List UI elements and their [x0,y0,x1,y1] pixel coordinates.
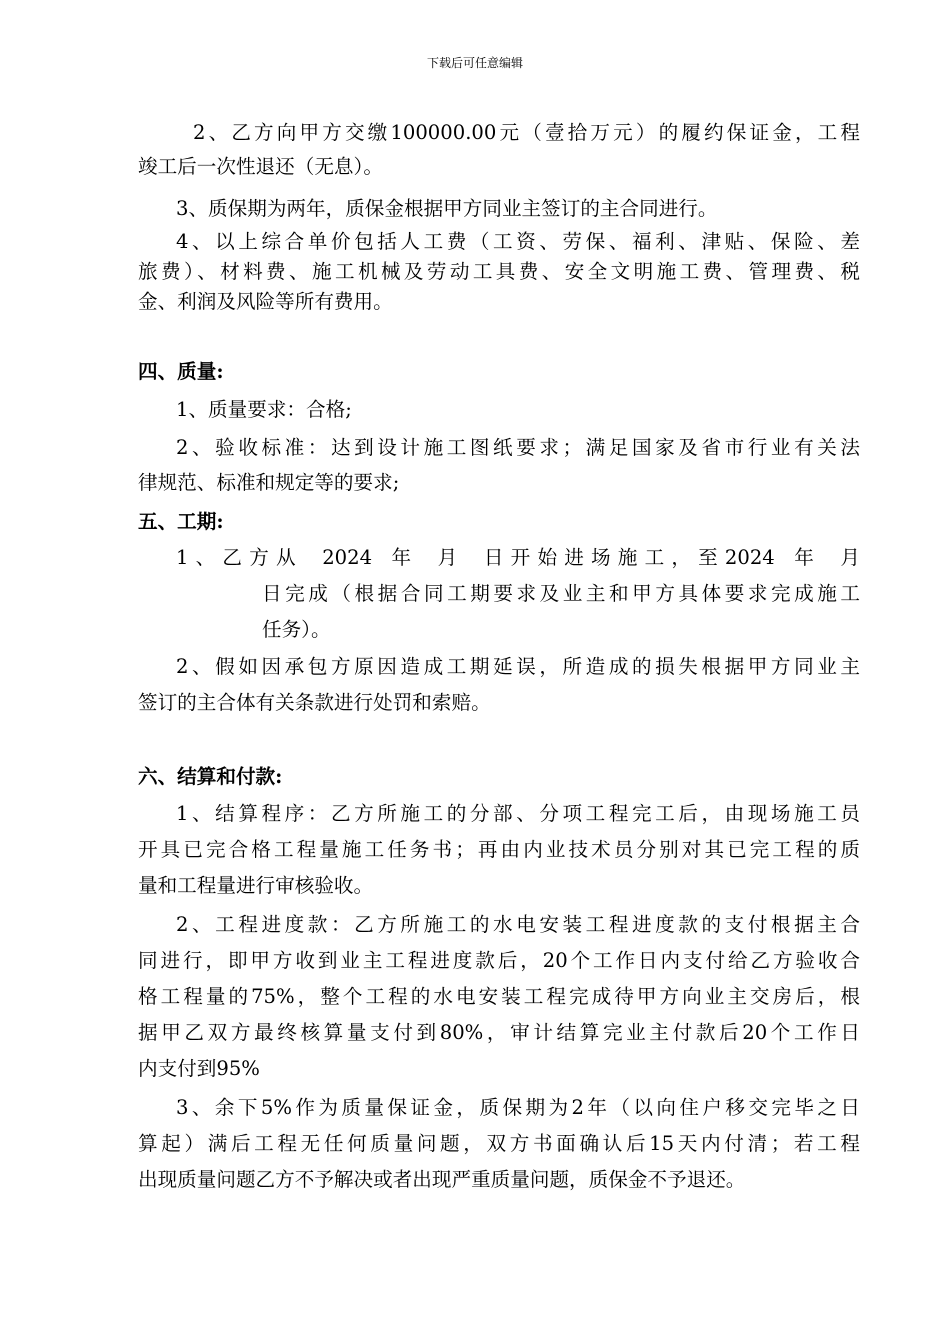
paragraph-line: 任务）。 [262,618,331,641]
paragraph-line: 3、余下5%作为质量保证金，质保期为2年（以向住户移交完毕之日 [176,1096,860,1119]
paragraph-line: 1、结算程序：乙方所施工的分部、分项工程完工后，由现场施工员 [176,802,860,825]
paragraph-line: 律规范、标准和规定等的要求; [138,471,400,494]
paragraph-line: 2、假如因承包方原因造成工期延误，所造成的损失根据甲方同业主 [176,655,860,678]
paragraph-line: 签订的主合体有关条款进行处罚和索赔。 [138,691,491,714]
paragraph-line: 算起）满后工程无任何质量问题，双方书面确认后15天内付清；若工程 [138,1132,860,1155]
paragraph-line: 内支付到95% [138,1057,260,1080]
paragraph-line: 量和工程量进行审核验收。 [138,874,374,897]
paragraph-line: 4、以上综合单价包括人工费（工资、劳保、福利、津贴、保险、差 [176,230,860,253]
page-header: 下载后可任意编辑 [426,56,523,70]
paragraph-line: 金、利润及风险等所有费用。 [138,290,393,313]
paragraph-line: 据甲乙双方最终核算量支付到80%，审计结算完业主付款后20个工作日 [138,1021,860,1044]
paragraph-line: 日完成（根据合同工期要求及业主和甲方具体要求完成施工 [262,582,860,605]
paragraph-line: 旅费）、材料费、施工机械及劳动工具费、安全文明施工费、管理费、税 [138,260,860,283]
paragraph-line: 1、乙方从 2024 年 月 日开始进场施工，至2024 年 月 [176,546,860,569]
section-heading-schedule: 五、工期: [138,510,224,533]
paragraph-line: 3、质保期为两年，质保金根据甲方同业主签订的主合同进行。 [176,197,718,220]
paragraph-line: 2、乙方向甲方交缴100000.00元（壹拾万元）的履约保证金，工程 [193,121,860,144]
paragraph-line: 2、工程进度款：乙方所施工的水电安装工程进度款的支付根据主合 [176,913,860,936]
paragraph-line: 出现质量问题乙方不予解决或者出现严重质量问题，质保金不予退还。 [138,1168,746,1191]
paragraph-line: 开具已完合格工程量施工任务书；再由内业技术员分别对其已完工程的质 [138,838,860,861]
paragraph-line: 1、质量要求：合格; [176,398,352,421]
section-heading-quality: 四、质量: [138,360,224,383]
paragraph-line: 同进行，即甲方收到业主工程进度款后，20个工作日内支付给乙方验收合 [138,949,860,972]
paragraph-line: 竣工后一次性退还（无息）。 [138,155,383,178]
paragraph-line: 格工程量的75%，整个工程的水电安装工程完成待甲方向业主交房后，根 [138,985,860,1008]
section-heading-settlement: 六、结算和付款: [138,765,283,788]
paragraph-line: 2、验收标准：达到设计施工图纸要求；满足国家及省市行业有关法 [176,436,860,459]
